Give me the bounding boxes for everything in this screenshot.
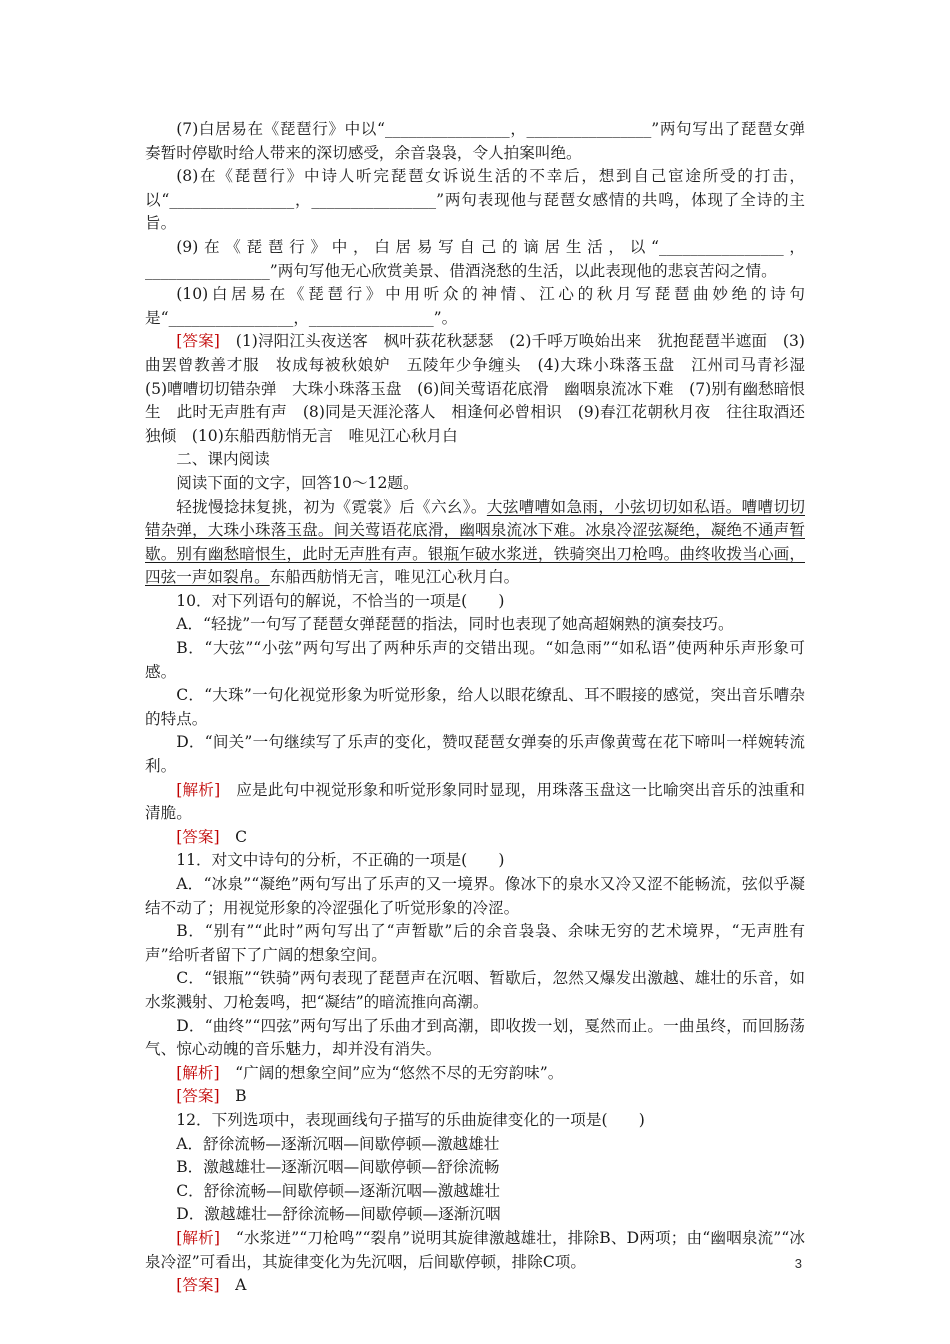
q10-answer-label: [答案] xyxy=(176,827,220,846)
q12-analysis xyxy=(145,1227,805,1274)
passage-lead: 轻拢慢捻抹复挑，初为《霓裳》后《六幺》。 xyxy=(176,497,487,516)
q10-analysis-text: 应是此句中视觉形象和听觉形象同时显现，用珠落玉盘这一比喻突出音乐的浊重和清脆。 xyxy=(145,780,805,823)
answer-text: (1)浔阳江头夜送客 枫叶荻花秋瑟瑟 (2)千呼万唤始出来 犹抱琵琶半遮面 (3)曲罢曾教善才服 妆成每被秋娘妒 五陵年少争缠头 (4)大珠小珠落玉盘 江州司马青衫湿 (5)嘈嘈切切错杂弹 大珠小珠落玉盘 (6)间关莺语花底滑 幽咽泉流冰下难 (7)别有幽愁暗恨生 此时无声胜有声 (8)同是天涯沦落人 相逢何必曾相识 (9)春江花朝秋月夜 往往取酒还独倾 (10)东船西舫悄无言 唯见江心秋月白 xyxy=(145,332,821,445)
q12-answer xyxy=(145,1274,805,1298)
q10-answer xyxy=(145,826,805,850)
q12-option-c: C．舒徐流畅—间歇停顿—逐渐沉咽—激越雄壮 xyxy=(176,1181,500,1200)
q11-answer-label: [答案] xyxy=(176,1087,220,1106)
q12-answer-value: A xyxy=(235,1276,247,1295)
q10-option-b: B．“大弦”“小弦”两句写出了两种乐声的交错出现。“如急雨”“如私语”使两种乐声形象可感。 xyxy=(145,639,805,681)
q12-option-b: B．激越雄壮—逐渐沉咽—间歇停顿—舒徐流畅 xyxy=(176,1158,500,1177)
q11-stem: 11．对文中诗句的分析，不正确的一项是( ) xyxy=(176,851,505,870)
reading-intro: 阅读下面的文字，回答10～12题。 xyxy=(176,473,419,492)
section-title: 二、课内阅读 xyxy=(176,450,270,469)
q10-analysis xyxy=(145,779,805,826)
q11-answer xyxy=(145,1085,805,1109)
q12-option-d: D．激越雄壮—舒徐流畅—间歇停顿—逐渐沉咽 xyxy=(176,1205,501,1224)
q11-option-c: C．“银瓶”“铁骑”两句表现了琵琶声在沉咽、暂歇后，忽然又爆发出激越、雄壮的乐音，如水浆溅射、刀枪轰鸣，把“凝结”的暗流推向高潮。 xyxy=(145,969,805,1011)
q11-option-b: B．“别有”“此时”两句写出了“声暂歇”后的余音袅袅、余味无穷的艺术境界，“无声胜有声”给听者留下了广阔的想象空间。 xyxy=(145,922,805,964)
q10-answer-value: C xyxy=(235,827,248,846)
q12-answer-label: [答案] xyxy=(176,1276,220,1295)
q12-option-a: A．舒徐流畅—逐渐沉咽—间歇停顿—激越雄壮 xyxy=(176,1134,500,1153)
q10-option-d: D．“间关”一句继续写了乐声的变化，赞叹琵琶女弹奏的乐声像黄莺在花下啼叫一样婉转流利。 xyxy=(145,733,805,776)
answer-label: [答案] xyxy=(176,332,220,351)
q10-stem: 10．对下列语句的解说，不恰当的一项是( ) xyxy=(176,591,505,610)
q11-option-a: A．“冰泉”“凝绝”两句写出了乐声的又一境界。像冰下的泉水又冷又涩不能畅流，弦似乎凝结不动了；用视觉形象的冷涩强化了听觉形象的冷涩。 xyxy=(145,875,805,917)
passage-tail: 东船西舫悄无言，唯见江心秋月白。 xyxy=(269,568,520,587)
q10-analysis-label: [解析] xyxy=(176,780,221,799)
answer-block xyxy=(145,330,821,448)
q11-analysis-label: [解析] xyxy=(176,1063,220,1082)
q11-analysis xyxy=(145,1062,805,1086)
q11-answer-value: B xyxy=(235,1087,247,1106)
document-page xyxy=(145,118,821,1298)
q12-analysis-text: “水浆迸”“刀枪鸣”“裂帛”说明其旋律激越雄壮，排除B、D两项；由“幽咽泉流”“冰泉冷涩”可看出，其旋律变化为先沉咽，后间歇停顿，排除C项。 xyxy=(145,1228,805,1271)
q11-analysis-text: “广阔的想象空间”应为“悠然不尽的无穷韵味”。 xyxy=(235,1063,564,1082)
q11-option-d: D．“曲终”“四弦”两句写出了乐曲才到高潮，即收拨一划，戛然而止。一曲虽终，而回肠荡气、惊心动魄的音乐魅力，却并没有消失。 xyxy=(145,1016,805,1059)
fill-question-7: (7)白居易在《琵琶行》中以“________________，________________”两句写出了琵琶女弹奏暂时停歇时给人带来的深切感受，余音袅袅，令人拍案叫绝。 xyxy=(145,120,805,162)
q12-analysis-label: [解析] xyxy=(176,1228,220,1247)
page-number: 3 xyxy=(794,1256,802,1271)
fill-question-8: (8)在《琵琶行》中诗人听完琵琶女诉说生活的不幸后，想到自己宦途所受的打击，以“________________，________________”两句表现他与琵琶女感情的共鸣，体现了全诗的主旨。 xyxy=(145,167,805,233)
passage-underlined: 大弦嘈嘈如急雨，小弦切切如私语。嘈嘈切切错杂弹，大珠小珠落玉盘。间关莺语花底滑，幽咽泉流冰下难。冰泉冷涩弦凝绝，凝绝不通声暂歇。别有幽愁暗恨生，此时无声胜有声。银瓶乍破水浆迸，铁骑突出刀枪鸣。曲终收拨当心画，四弦一声如裂帛。 xyxy=(145,497,805,587)
q12-stem: 12．下列选项中，表现画线句子描写的乐曲旋律变化的一项是( ) xyxy=(176,1110,645,1129)
fill-question-10: (10)白居易在《琵琶行》中用听众的神情、江心的秋月写琵琶曲妙绝的诗句是“________________，________________”。 xyxy=(145,285,805,327)
q10-option-c: C．“大珠”一句化视觉形象为听觉形象，给人以眼花缭乱、耳不暇接的感觉，突出音乐嘈杂的特点。 xyxy=(145,686,805,728)
fill-question-9: (9)在《琵琶行》中，白居易写自己的谪居生活，以“________________，________________”两句写他无心欣赏美景、借酒浇愁的生活，以此表现他的悲哀苦闷之情。 xyxy=(145,237,805,280)
reading-passage xyxy=(145,496,805,590)
q10-option-a: A．“轻拢”一句写了琵琶女弹琵琶的指法，同时也表现了她高超娴熟的演奏技巧。 xyxy=(176,615,734,634)
